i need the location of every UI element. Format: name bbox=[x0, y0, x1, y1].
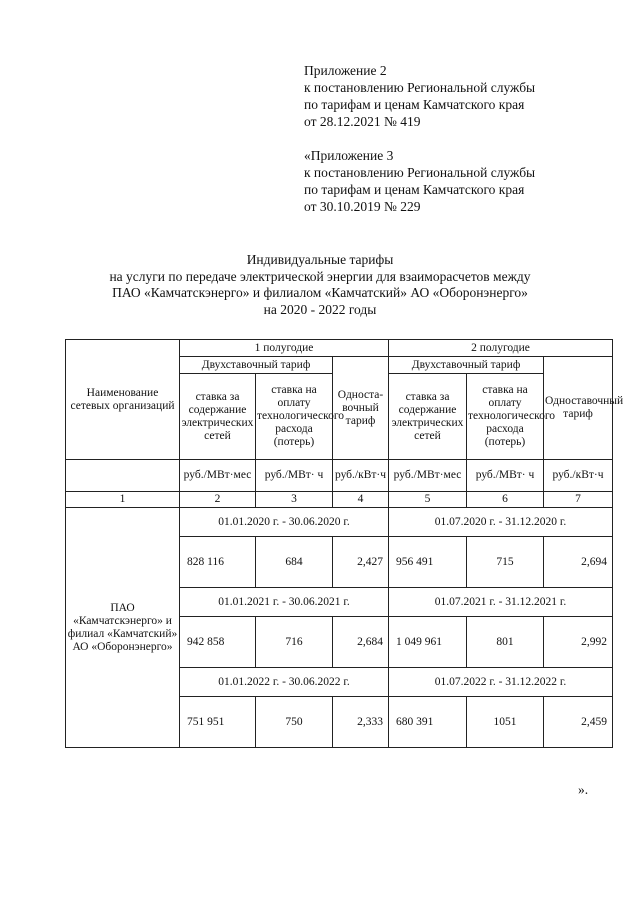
value-single-2: 2,992 bbox=[544, 617, 613, 668]
unit-loss-2: руб./МВт· ч bbox=[467, 460, 544, 492]
value-single-2: 2,459 bbox=[544, 697, 613, 748]
heading-line: Индивидуальные тарифы bbox=[246, 252, 394, 267]
single-rate-header-2: Одноставочный тариф bbox=[544, 357, 613, 460]
value-loss-2: 1051 bbox=[467, 697, 544, 748]
col-number: 7 bbox=[544, 492, 613, 508]
unit-maint-2: руб./МВт·мес bbox=[389, 460, 467, 492]
heading-line: ПАО «Камчатскэнерго» и филиалом «Камчатский» АО «Оборонэнерго» bbox=[112, 285, 528, 300]
period-h1: 01.01.2022 г. - 30.06.2022 г. bbox=[180, 668, 389, 697]
org-header: Наименование сетевых организаций bbox=[66, 340, 180, 460]
annex-line: «Приложение 3 bbox=[304, 148, 394, 163]
value-loss-1: 684 bbox=[256, 537, 333, 588]
value-maint-2: 956 491 bbox=[389, 537, 467, 588]
annex-line: от 28.12.2021 № 419 bbox=[304, 114, 421, 129]
table-row bbox=[66, 508, 613, 537]
annex-line: по тарифам и ценам Камчатского края bbox=[304, 182, 525, 197]
org-name: ПАО «Камчатскэнерго» и филиал «Камчатский» АО «Оборонэнерго» bbox=[66, 508, 180, 748]
col-number: 3 bbox=[256, 492, 333, 508]
unit-empty bbox=[66, 460, 180, 492]
two-rate-header-2: Двухставочный тариф bbox=[389, 357, 544, 374]
annex-line: от 30.10.2019 № 229 bbox=[304, 199, 421, 214]
value-single-2: 2,694 bbox=[544, 537, 613, 588]
heading-line: на 2020 - 2022 годы bbox=[263, 301, 377, 317]
annex-line: по тарифам и ценам Камчатского края bbox=[304, 97, 525, 112]
maint-rate-header-2: ставка за содержание электрических сетей bbox=[389, 374, 467, 460]
half1-header: 1 полугодие bbox=[180, 340, 389, 357]
col-number: 5 bbox=[389, 492, 467, 508]
value-loss-2: 715 bbox=[467, 537, 544, 588]
closing-quote: ». bbox=[578, 782, 589, 797]
unit-loss-1: руб./МВт· ч bbox=[256, 460, 333, 492]
period-h1: 01.01.2020 г. - 30.06.2020 г. bbox=[180, 508, 389, 537]
two-rate-header-1: Двухставочный тариф bbox=[180, 357, 333, 374]
col-number: 4 bbox=[333, 492, 389, 508]
loss-rate-header-2: ставка на оплату технологического расхода (потерь) bbox=[467, 374, 544, 460]
maint-rate-header-1: ставка за содержание электрических сетей bbox=[180, 374, 256, 460]
single-rate-header-1: Односта-вочный тариф bbox=[333, 357, 389, 460]
value-loss-1: 750 bbox=[256, 697, 333, 748]
value-maint-2: 1 049 961 bbox=[389, 617, 467, 668]
period-h2: 01.07.2022 г. - 31.12.2022 г. bbox=[389, 668, 613, 697]
annex-line: к постановлению Региональной службы bbox=[304, 165, 536, 180]
col-number: 1 bbox=[66, 492, 180, 508]
value-loss-2: 801 bbox=[467, 617, 544, 668]
annex-reference-original bbox=[304, 147, 535, 215]
value-maint-1: 828 116 bbox=[180, 537, 256, 588]
value-maint-1: 751 951 bbox=[180, 697, 256, 748]
period-h2: 01.07.2021 г. - 31.12.2021 г. bbox=[389, 588, 613, 617]
value-single-1: 2,333 bbox=[333, 697, 389, 748]
value-loss-1: 716 bbox=[256, 617, 333, 668]
unit-single-2: руб./кВт·ч bbox=[544, 460, 613, 492]
value-maint-1: 942 858 bbox=[180, 617, 256, 668]
col-number: 2 bbox=[180, 492, 256, 508]
period-h1: 01.01.2021 г. - 30.06.2021 г. bbox=[180, 588, 389, 617]
heading-line: на услуги по передаче электрической энергии для взаиморасчетов между bbox=[109, 268, 531, 284]
value-maint-2: 680 391 bbox=[389, 697, 467, 748]
unit-single-1: руб./кВт·ч bbox=[333, 460, 389, 492]
annex-reference-current bbox=[304, 62, 535, 130]
annex-line: Приложение 2 bbox=[304, 63, 387, 78]
value-single-1: 2,427 bbox=[333, 537, 389, 588]
annex-line: к постановлению Региональной службы bbox=[304, 80, 536, 95]
half2-header: 2 полугодие bbox=[389, 340, 613, 357]
value-single-1: 2,684 bbox=[333, 617, 389, 668]
loss-rate-header-1: ставка на оплату технологического расхода (потерь) bbox=[256, 374, 333, 460]
col-number: 6 bbox=[467, 492, 544, 508]
document-heading bbox=[60, 252, 580, 318]
period-h2: 01.07.2020 г. - 31.12.2020 г. bbox=[389, 508, 613, 537]
tariff-table bbox=[65, 339, 624, 748]
unit-maint-1: руб./МВт·мес bbox=[180, 460, 256, 492]
